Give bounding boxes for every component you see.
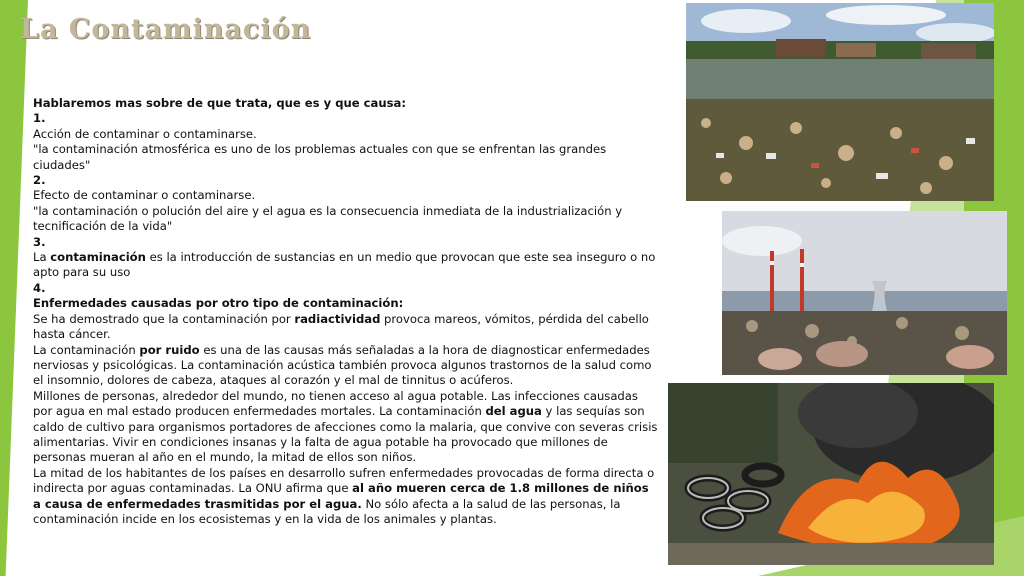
paragraph-radiation: Se ha demostrado que la contaminación por radiactividad provoca mareos, vómitos, pérdida del cabello hasta cáncer. bbox=[33, 311, 649, 342]
page-title: La Contaminación bbox=[20, 14, 312, 45]
left-green-stripe bbox=[0, 0, 28, 576]
paragraph-3: La contaminación es la introducción de sustancias en un medio que provocan que este sea inseguro o no apto para su uso bbox=[33, 250, 656, 280]
number-4: 4. bbox=[33, 280, 46, 295]
photo-burning-tires bbox=[668, 383, 994, 565]
photo-landfill-smokestacks bbox=[722, 211, 1007, 375]
number-3: 3. bbox=[33, 234, 46, 249]
quote-1: "la contaminación atmosférica es uno de los problemas actuales con que se enfrentan las grandes ciudades" bbox=[33, 142, 607, 172]
paragraph-onu: La mitad de los habitantes de los países en desarrollo sufren enfermedades provocadas de forma directa o indirecta por aguas contaminadas. La ONU afirma que al año mueren cerca de 1.8 millones de niños a causa de enfermedades trasmitidas por el agua. No sólo afecta a la salud de las personas, la contaminación incide en los ecosistemas y en la vida de los animales y plantas. bbox=[33, 465, 655, 526]
definition-2: Efecto de contaminar o contaminarse. bbox=[33, 188, 256, 203]
definition-1: Acción de contaminar o contaminarse. bbox=[33, 126, 257, 141]
photo-polluted-water bbox=[686, 3, 994, 201]
number-2: 2. bbox=[33, 173, 46, 188]
number-1: 1. bbox=[33, 111, 46, 126]
heading-4: Enfermedades causadas por otro tipo de contaminación: bbox=[33, 296, 404, 311]
paragraph-noise: La contaminación por ruido es una de las causas más señaladas a la hora de diagnosticar enfermedades nerviosas y psicológicas. La contaminación acústica también provoca algunos trastornos de la salud como el insomnio, dolores de cabeza, ataques al corazón y el mal de tinnitus o acúferos. bbox=[33, 342, 652, 388]
slide-body bbox=[33, 96, 658, 527]
paragraph-water: Millones de personas, alrededor del mundo, no tienen acceso al agua potable. Las infecciones causadas por agua en mal estado producen enfermedades mortales. La contaminación del agua y las sequías son caldo de cultivo para organismos portadores de afecciones como la malaria, que convive con severas crisis alimentarias. Vivir en condiciones insanas y la falta de agua potable ha provocado que millones de personas mueran al año en el mundo, la mitad de ellos son niños. bbox=[33, 388, 658, 465]
quote-2: "la contaminación o polución del aire y el agua es la consecuencia inmediata de la industrialización y tecnificación de la vida" bbox=[33, 203, 623, 234]
intro-line: Hablaremos mas sobre de que trata, que es y que causa: bbox=[33, 96, 406, 110]
